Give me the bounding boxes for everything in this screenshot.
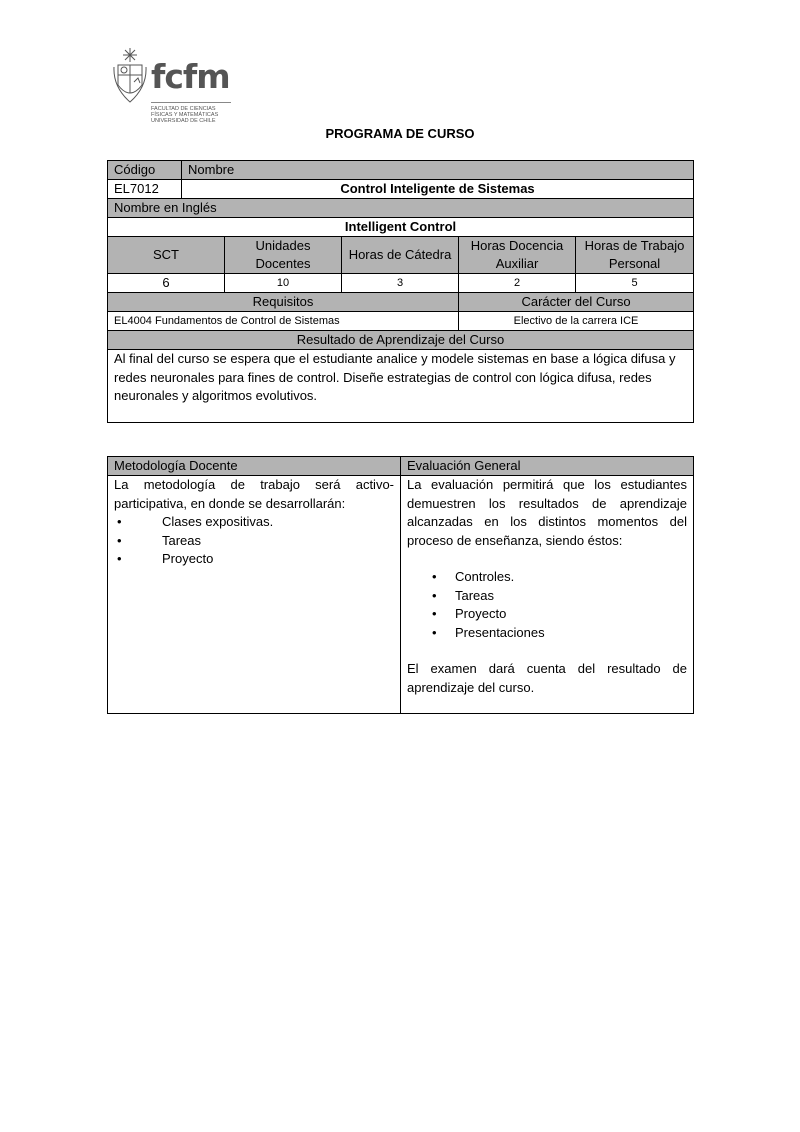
fcfm-logo: [113, 45, 243, 130]
evaluacion-intro: La evaluación permitirá que los estudiantes demuestren los resultados de aprendizaje alcanzadas en los distintos momentos del proceso de enseñanza, siendo éstos:: [407, 477, 687, 548]
course-name: Control Inteligente de Sistemas: [182, 180, 694, 199]
english-name-label: Nombre en Inglés: [108, 199, 694, 218]
code-label: Código: [108, 161, 182, 180]
value-horas-auxiliar: 2: [459, 274, 576, 293]
logo-line-1: FACULTAD DE CIENCIAS: [151, 106, 216, 112]
value-sct: 6: [108, 274, 225, 293]
page-title: PROGRAMA DE CURSO: [325, 126, 475, 141]
list-item: • Tareas: [407, 587, 687, 606]
list-item: • Presentaciones: [407, 624, 687, 643]
logo-brand: fcfm: [151, 57, 230, 96]
methodology-table: [107, 456, 694, 714]
english-name: Intelligent Control: [108, 218, 694, 237]
name-label: Nombre: [182, 161, 694, 180]
metodologia-intro: La metodología de trabajo será activo-participativa, en donde se desarrollarán:: [114, 477, 394, 511]
metodologia-cell: [108, 476, 401, 714]
logo-line-2: FÍSICAS Y MATEMÁTICAS: [151, 112, 219, 118]
value-unidades-docentes: 10: [225, 274, 342, 293]
metodologia-list: [114, 513, 394, 569]
list-item: • Tareas: [114, 532, 394, 551]
list-item: • Proyecto: [114, 550, 394, 569]
caracter-label: Carácter del Curso: [459, 293, 694, 312]
logo-line-3: UNIVERSIDAD DE CHILE: [151, 118, 216, 124]
course-info-table: [107, 160, 694, 423]
course-code: EL7012: [108, 180, 182, 199]
header-unidades-docentes: Unidades Docentes: [225, 237, 342, 274]
resultado-text: Al final del curso se espera que el estudiante analice y modele sistemas en base a lógica difusa y redes neuronales para fines de control. Diseñe estrategias de control con lógica difusa, redes neuronales y algoritmos evolutivos.: [108, 350, 694, 423]
evaluacion-list: [407, 568, 687, 642]
list-item: • Clases expositivas.: [114, 513, 394, 532]
header-horas-trabajo-personal: Horas de Trabajo Personal: [576, 237, 694, 274]
evaluacion-label: Evaluación General: [401, 457, 694, 476]
list-item: • Controles.: [407, 568, 687, 587]
header-sct: SCT: [108, 237, 225, 274]
resultado-label: Resultado de Aprendizaje del Curso: [108, 331, 694, 350]
caracter-value: Electivo de la carrera ICE: [459, 312, 694, 331]
evaluacion-cell: [401, 476, 694, 714]
requisitos-value: EL4004 Fundamentos de Control de Sistemas: [108, 312, 459, 331]
header-horas-auxiliar: Horas Docencia Auxiliar: [459, 237, 576, 274]
value-horas-trabajo-personal: 5: [576, 274, 694, 293]
list-item: • Proyecto: [407, 605, 687, 624]
university-seal-icon: [113, 47, 147, 103]
value-horas-catedra: 3: [342, 274, 459, 293]
requisitos-label: Requisitos: [108, 293, 459, 312]
header-horas-catedra: Horas de Cátedra: [342, 237, 459, 274]
logo-divider: [151, 102, 231, 103]
metodologia-label: Metodología Docente: [108, 457, 401, 476]
evaluacion-closing: El examen dará cuenta del resultado de aprendizaje del curso.: [407, 661, 687, 695]
